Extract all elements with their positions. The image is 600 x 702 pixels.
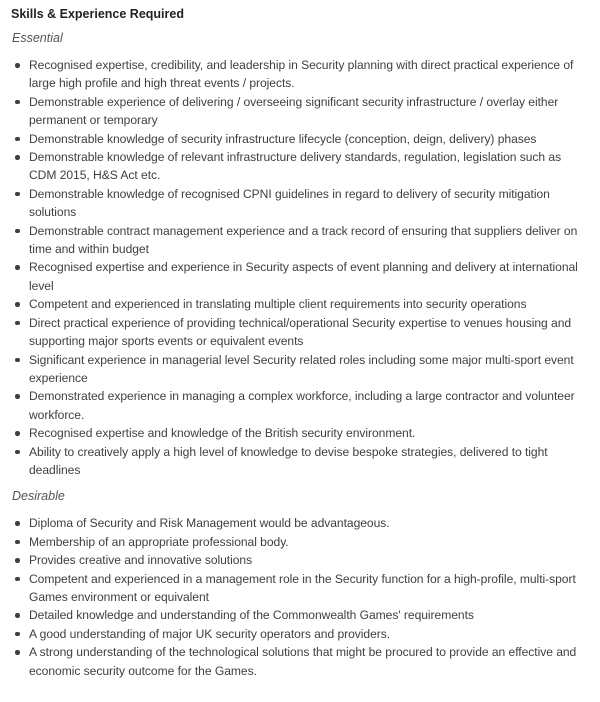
list-item-text: Competent and experienced in a management role in the Security function for a high-profile, multi-sport Games environment or equivalent bbox=[29, 571, 576, 604]
list-item-text: Membership of an appropriate professional body. bbox=[29, 534, 289, 549]
list-item-text: A good understanding of major UK security operators and providers. bbox=[29, 626, 391, 641]
bullet-icon bbox=[15, 577, 20, 582]
essential-list-item bbox=[11, 93, 588, 130]
essential-list-item bbox=[11, 258, 588, 295]
list-item-text: Competent and experienced in translating multiple client requirements into security operations bbox=[29, 297, 527, 312]
desirable-title: Desirable bbox=[12, 489, 65, 504]
bullet-icon bbox=[15, 100, 20, 105]
desirable-list-item bbox=[11, 514, 588, 532]
bullet-icon bbox=[15, 229, 20, 234]
list-item-text: Recognised expertise, credibility, and leadership in Security planning with direct practical experience of large high profile and high threat events / projects. bbox=[29, 58, 574, 91]
essential-list-item bbox=[11, 424, 588, 442]
list-item-text: Provides creative and innovative solutions bbox=[29, 553, 253, 568]
bullet-icon bbox=[15, 650, 20, 655]
list-item-text: Ability to creatively apply a high level of knowledge to devise bespoke strategies, delivered to tight deadlines bbox=[29, 444, 548, 477]
bullet-icon bbox=[15, 265, 20, 270]
essential-list-item bbox=[11, 443, 588, 480]
list-item-text: Significant experience in managerial level Security related roles including some major multi-sport event experience bbox=[29, 352, 574, 385]
bullet-icon bbox=[15, 192, 20, 197]
essential-title: Essential bbox=[12, 31, 63, 45]
essential-list-item bbox=[11, 185, 588, 222]
desirable-list-item bbox=[11, 551, 588, 569]
list-item-text: Demonstrable knowledge of relevant infrastructure delivery standards, regulation, legislation such as CDM 2015, H&S Act etc. bbox=[29, 150, 562, 183]
essential-list-item bbox=[11, 222, 588, 259]
bullet-icon bbox=[15, 613, 20, 618]
essential-list-item bbox=[11, 148, 588, 185]
list-item-text: Demonstrable knowledge of recognised CPNI guidelines in regard to delivery of security mitigation solutions bbox=[29, 186, 550, 220]
bullet-icon bbox=[15, 450, 20, 455]
list-item-text: Demonstrable knowledge of security infrastructure lifecycle (conception, deign, delivery) phases bbox=[29, 131, 537, 146]
bullet-icon bbox=[15, 358, 20, 363]
bullet-icon bbox=[15, 321, 20, 326]
bullet-icon bbox=[15, 63, 20, 68]
list-item-text: Diploma of Security and Risk Management would be advantageous. bbox=[29, 516, 390, 531]
essential-list bbox=[11, 56, 588, 479]
desirable-list-item bbox=[11, 606, 588, 624]
essential-list-item bbox=[11, 387, 588, 424]
essential-list-item bbox=[11, 295, 588, 313]
bullet-icon bbox=[15, 137, 20, 142]
list-item-text: Detailed knowledge and understanding of the Commonwealth Games' requirements bbox=[29, 608, 474, 623]
desirable-list bbox=[11, 514, 588, 680]
essential-list-item bbox=[11, 130, 588, 148]
section-heading: Skills & Experience Required bbox=[11, 7, 184, 21]
essential-list-item bbox=[11, 56, 588, 93]
desirable-list-item bbox=[11, 570, 588, 607]
essential-list-item bbox=[11, 314, 588, 351]
list-item-text: Direct practical experience of providing technical/operational Security expertise to venues housing and supporting major sports events or equivalent events bbox=[29, 315, 572, 349]
desirable-list-item bbox=[11, 643, 588, 680]
bullet-icon bbox=[15, 632, 20, 637]
list-item-text: Demonstrated experience in managing a complex workforce, including a large contractor and volunteer workforce. bbox=[29, 389, 575, 422]
bullet-icon bbox=[15, 558, 20, 563]
desirable-list-item bbox=[11, 533, 588, 551]
list-item-text: Demonstrable experience of delivering / overseeing significant security infrastructure / overlay either permanent or temporary bbox=[29, 94, 559, 128]
bullet-icon bbox=[15, 431, 20, 436]
bullet-icon bbox=[15, 540, 20, 545]
list-item-text: Demonstrable contract management experience and a track record of ensuring that suppliers deliver on time and within budget bbox=[29, 223, 578, 257]
list-item-text: A strong understanding of the technological solutions that might be procured to provide an effective and economic security outcome for the Games. bbox=[29, 645, 577, 678]
bullet-icon bbox=[15, 155, 20, 160]
desirable-list-item bbox=[11, 625, 588, 643]
list-item-text: Recognised expertise and experience in Security aspects of event planning and delivery at international level bbox=[29, 260, 578, 293]
essential-list-item bbox=[11, 351, 588, 388]
list-item-text: Recognised expertise and knowledge of the British security environment. bbox=[29, 426, 416, 441]
bullet-icon bbox=[15, 394, 20, 399]
bullet-icon bbox=[15, 302, 20, 307]
bullet-icon bbox=[15, 521, 20, 526]
